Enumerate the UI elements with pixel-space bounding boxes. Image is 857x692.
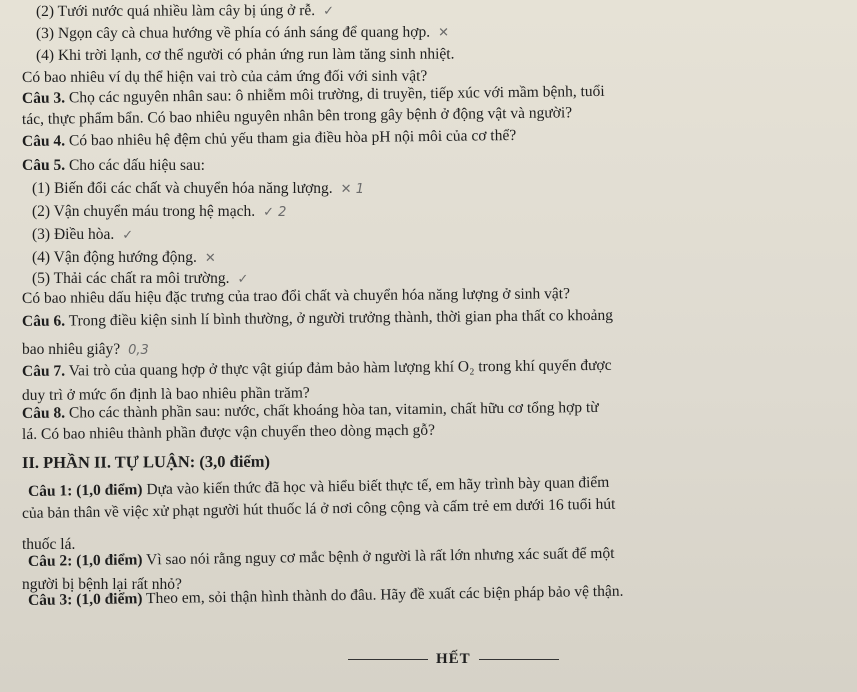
essay-2 xyxy=(28,545,615,571)
question-4 xyxy=(22,127,516,151)
handwritten-mark: ✓ xyxy=(323,3,335,19)
question-7-cont-text: duy trì ở mức ổn định là bao nhiêu phần trăm? xyxy=(21,384,310,404)
question-8-cont xyxy=(22,422,435,444)
question-prompt-text: Có bao nhiêu ví dụ thể hiện vai trò của cảm ứng đối với sinh vật? xyxy=(21,67,428,86)
question-5-prompt-text: Có bao nhiêu dấu hiệu đặc trưng của trao đổi chất và chuyển hóa năng lượng ở sinh vật? xyxy=(21,285,571,307)
sign-2-text: (2) Vận chuyển máu trong hệ mạch. xyxy=(32,203,256,220)
essay-1-cont xyxy=(22,496,616,523)
essay-1-label: Câu 1: (1,0 điểm) xyxy=(27,481,143,500)
sign-2 xyxy=(32,203,286,222)
item-3-text: (3) Ngọn cây cà chua hướng về phía có ánh sáng để quang hợp. xyxy=(35,23,431,42)
essay-1-end xyxy=(22,536,75,554)
end-rule-left xyxy=(348,659,428,660)
handwritten-mark: 0,3 xyxy=(128,343,149,358)
essay-3-text: Theo em, sỏi thận hình thành do đâu. Hãy đề xuất các biện pháp bảo vệ thận. xyxy=(142,582,624,608)
question-8-label: Câu 8. xyxy=(21,404,66,422)
question-5-label: Câu 5. xyxy=(22,157,66,174)
question-3-cont-text: tác, thực phẩm bẩn. Có bao nhiêu nguyên nhân bên trong gây bệnh ở động vật và người? xyxy=(21,104,573,128)
handwritten-mark: ✓ 2 xyxy=(263,205,287,220)
item-4-text: (4) Khi trời lạnh, cơ thể người có phản ứng run làm tăng sinh nhiệt. xyxy=(35,45,455,64)
question-4-text: Có bao nhiêu hệ đệm chủ yếu tham gia điều hòa pH nội môi của cơ thể? xyxy=(64,126,517,150)
handwritten-mark: ✕ 1 xyxy=(340,182,364,197)
item-2-text: (2) Tưới nước quá nhiều làm cây bị úng ở rễ. xyxy=(35,2,316,20)
handwritten-mark: ✕ xyxy=(438,25,450,41)
question-prompt xyxy=(22,68,427,87)
essay-1-end-text: thuốc lá. xyxy=(22,536,76,553)
question-6-text: Trong điều kiện sinh lí bình thường, ở người trưởng thành, thời gian pha thất co khoảng xyxy=(64,306,614,330)
end-rule-right xyxy=(479,659,559,660)
question-6 xyxy=(22,307,613,331)
sign-1 xyxy=(32,180,364,199)
sign-5 xyxy=(32,270,248,289)
question-5-prompt xyxy=(22,285,570,308)
question-8-text: Cho các thành phần sau: nước, chất khoáng hòa tan, vitamin, chất hữu cơ tổng hợp từ xyxy=(64,398,599,422)
question-7 xyxy=(22,357,612,381)
sign-3-text: (3) Điều hòa. xyxy=(32,226,115,243)
item-4 xyxy=(36,46,455,65)
end-marker xyxy=(340,650,567,668)
question-3-label: Câu 3. xyxy=(21,89,66,107)
essay-2-cont-text: người bị bệnh lại rất nhỏ? xyxy=(22,576,182,593)
handwritten-mark: ✕ xyxy=(204,251,216,266)
item-2 xyxy=(36,2,334,22)
sign-1-text: (1) Biến đổi các chất và chuyển hóa năng lượng. xyxy=(32,180,333,197)
question-7-label: Câu 7. xyxy=(21,362,66,380)
question-5 xyxy=(22,157,205,175)
essay-2-label: Câu 2: (1,0 điểm) xyxy=(27,551,143,570)
sign-4-text: (4) Vận động hướng động. xyxy=(32,249,197,266)
question-6-label: Câu 6. xyxy=(21,312,66,330)
end-marker-text: HẾT xyxy=(436,651,471,667)
question-3-text: Chọ các nguyên nhân sau: ô nhiễm môi trường, di truyền, tiếp xúc với mầm bệnh, tuổi xyxy=(64,82,605,107)
sign-4 xyxy=(32,249,216,268)
handwritten-mark: ✓ xyxy=(237,272,249,287)
question-6-cont xyxy=(22,341,149,360)
question-6-cont-text: bao nhiêu giây? xyxy=(22,341,121,358)
sign-5-text: (5) Thải các chất ra môi trường. xyxy=(32,270,230,287)
question-5-text: Cho các dấu hiệu sau: xyxy=(65,157,205,174)
question-3-cont xyxy=(22,104,572,129)
essay-2-text: Vì sao nói rằng nguy cơ mắc bệnh ở người là rất lớn nhưng xác suất để một xyxy=(142,544,615,569)
section-heading-text: II. PHẦN II. TỰ LUẬN: (3,0 điểm) xyxy=(21,451,271,472)
item-3 xyxy=(36,24,449,44)
handwritten-mark: ✓ xyxy=(122,228,134,243)
essay-1-text: Dựa vào kiến thức đã học và hiểu biết thực tế, em hãy trình bày quan điểm xyxy=(142,473,610,499)
essay-1-cont-text: của bản thân về việc xử phạt người hút thuốc lá ở nơi công cộng và cấm trẻ em dưới 16 tuổi hút xyxy=(21,495,616,522)
section-heading xyxy=(22,453,270,472)
sign-3 xyxy=(32,226,133,245)
question-8-cont-text: lá. Có bao nhiêu thành phần được vận chuyển theo dòng mạch gỗ? xyxy=(21,421,436,443)
question-7-text: Vai trò của quang hợp ở thực vật giúp đảm bảo hàm lượng khí O₂ trong khí quyển được xyxy=(64,356,612,380)
question-4-label: Câu 4. xyxy=(21,132,66,150)
essay-3-label: Câu 3: (1,0 điểm) xyxy=(27,590,143,609)
